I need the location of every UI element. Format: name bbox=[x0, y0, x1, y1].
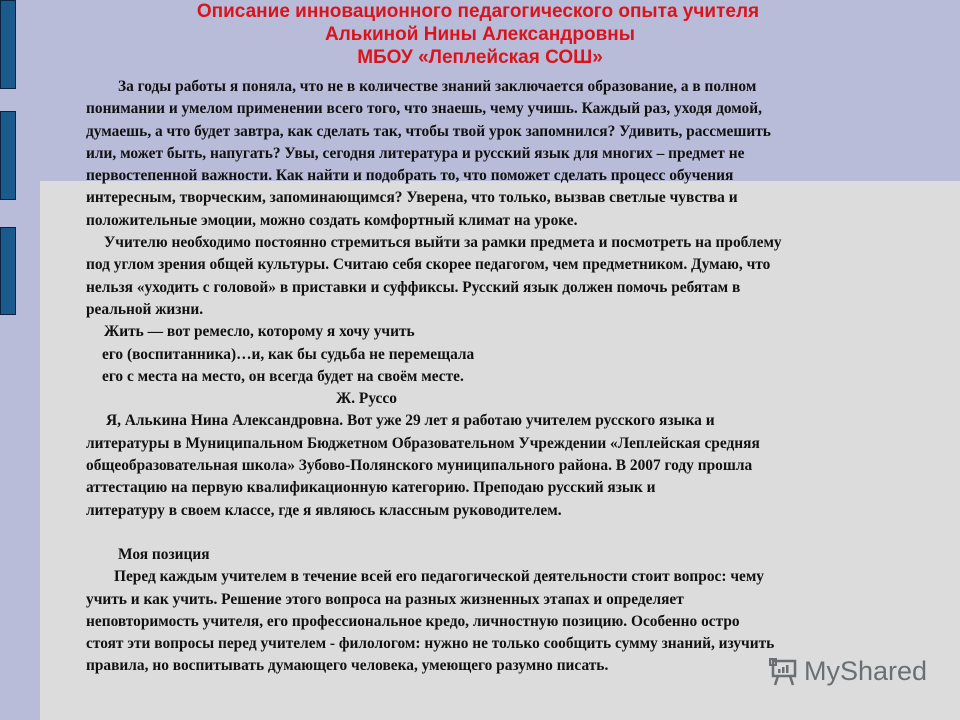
decorative-bar bbox=[0, 227, 16, 315]
text-line: Учителю необходимо постоянно стремиться выйти за рамки предмета и посмотреть на проблему bbox=[104, 234, 782, 252]
paragraph-bio bbox=[86, 410, 946, 521]
presentation-board-icon bbox=[768, 657, 798, 687]
section-heading: Моя позиция bbox=[118, 545, 210, 563]
title-line: Описание инновационного педагогического опыта учителя bbox=[196, 1, 760, 22]
watermark-text: MyShared bbox=[804, 656, 928, 686]
text-line: первостепенной важности. Как найти и подобрать то, что поможет сделать процесс обучения bbox=[86, 167, 734, 185]
text-line: реальной жизни. bbox=[86, 300, 204, 318]
text-line: или, может быть, напугать? Увы, сегодня литература и русский язык для многих – предмет не bbox=[86, 144, 745, 162]
text-line: думаешь, а что будет завтра, как сделать так, чтобы твой урок запомнился? Удивить, рассмешить bbox=[86, 122, 771, 140]
slide-title bbox=[0, 0, 960, 69]
text-line: понимании и умелом применении всего того, что знаешь, чему учишь. Каждый раз, уходя домой, bbox=[86, 100, 762, 118]
paragraph-culture bbox=[86, 232, 946, 321]
slide-body bbox=[86, 76, 946, 678]
text-line: нельзя «уходить с головой» в приставки и суффиксы. Русский язык должен помочь ребятам в bbox=[86, 278, 741, 296]
quote-line: его с места на место, он всегда будет на своём месте. bbox=[102, 367, 464, 385]
text-line: интересным, творческим, запоминающимся? Уверена, что только, вызвав светлые чувства и bbox=[86, 189, 738, 207]
text-line: общеобразовательная школа» Зубово-Полянского муниципального района. В 2007 году прошла bbox=[86, 457, 753, 475]
text-line: неповторимость учителя, его профессиональное кредо, личностную позицию. Особенно остро bbox=[86, 612, 740, 630]
text-line: аттестацию на первую квалификационную категорию. Преподаю русский язык и bbox=[86, 479, 656, 497]
epigraph-quote bbox=[86, 321, 946, 410]
quote-line: Жить — вот ремесло, которому я хочу учить bbox=[104, 323, 415, 341]
text-line: учить и как учить. Решение этого вопроса на разных жизненных этапах и определяет bbox=[86, 590, 684, 608]
text-line: правила, но воспитывать думающего человека, умеющего разумно писать. bbox=[86, 657, 609, 675]
decorative-bar bbox=[0, 111, 16, 200]
text-line: Я, Алькина Нина Александровна. Вот уже 29 лет я работаю учителем русского языка и bbox=[106, 412, 715, 430]
text-line: литературу в своем классе, где я являюсь классным руководителем. bbox=[86, 501, 562, 519]
text-line: За годы работы я поняла, что не в количестве знаний заключается образование, а в полном bbox=[118, 78, 757, 95]
text-line: Перед каждым учителем в течение всей его педагогической деятельности стоит вопрос: чему bbox=[114, 568, 765, 586]
paragraph-intro bbox=[86, 76, 946, 232]
spacer bbox=[86, 522, 946, 544]
text-line: положительные эмоции, можно создать комфортный климат на уроке. bbox=[86, 211, 578, 229]
text-line: стоят эти вопросы перед учителем - филологом: нужно не только сообщить сумму знаний, изучить bbox=[86, 635, 775, 653]
text-line: под углом зрения общей культуры. Считаю себя скорее педагогом, чем предметником. Думаю, что bbox=[86, 256, 771, 274]
quote-line: его (воспитанника)…и, как бы судьба не перемещала bbox=[102, 345, 475, 363]
quote-author: Ж. Руссо bbox=[336, 390, 397, 408]
watermark bbox=[768, 656, 927, 687]
title-line: Алькиной Нины Александровны bbox=[325, 24, 635, 45]
title-line: МБОУ «Леплейская СОШ» bbox=[357, 47, 603, 68]
text-line: литературы в Муниципальном Бюджетном Образовательном Учреждении «Леплейская средняя bbox=[86, 434, 760, 452]
